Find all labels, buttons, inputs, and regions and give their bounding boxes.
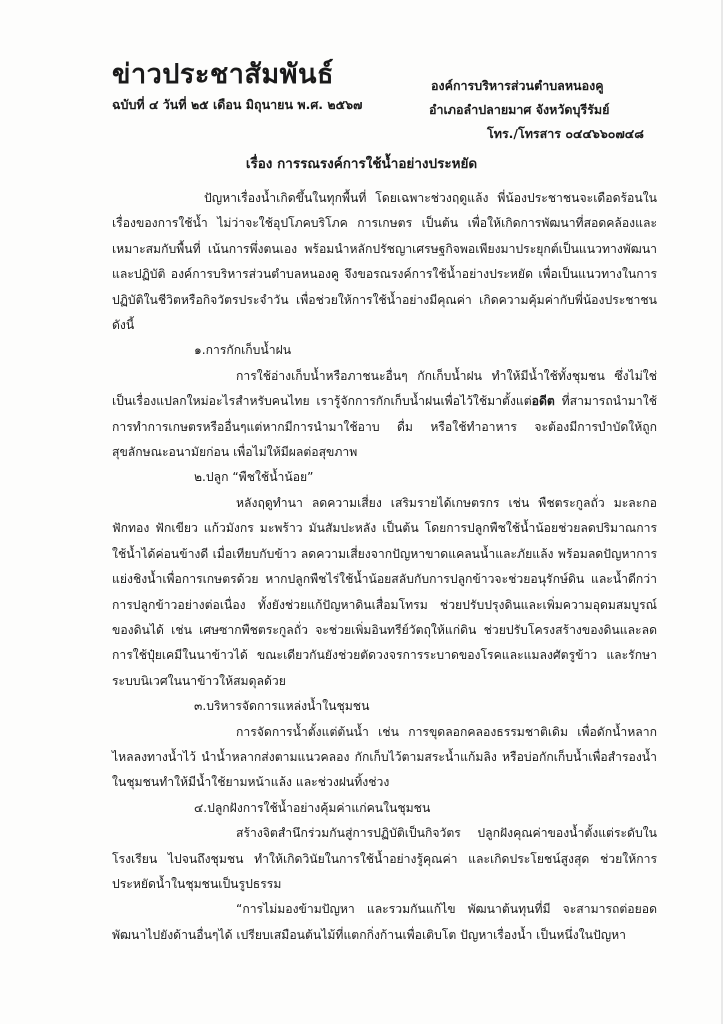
section-text-3: การจัดการน้ำตั้งแต่ต้นน้ำ เช่น การขุดลอกคลองธรรมชาติเดิม เพื่อดักน้ำหลากไหลลงทางน้ำไว้ นำน้ำหลากส่งตามแนวคลอง กักเก็บไว้ตามสระน้ำแก้มลิง หรือบ่อกักเก็บน้ำเพื่อสำรองน้ำในชุมชนทำให้มีน้ำใช้ยามหน้าแล้ง และช่วงฝนทิ้งช่วง (112, 724, 657, 790)
section-text-1-part-b: ที่สามารถนำมาใช้การทำการเกษตรหรืออื่นๆแต่หากมีการนำมาใช้อาบ ดื่ม หรือใช้ทำอาหาร จะต้องมีการบำบัดให้ถูกสุขลักษณะอนามัยก่อน เพื่อไม่ให้มีผลต่อสุขภาพ (112, 394, 657, 460)
organization-name: องค์การบริหารส่วนตำบลหนองคู (431, 78, 604, 93)
document-title: ข่าวประชาสัมพันธ์ (112, 59, 334, 90)
section-heading-1: ๑.การกักเก็บน้ำฝน (194, 343, 292, 358)
closing-quote: “การไม่มองข้ามปัญหา และรวมกันแก้ไข พัฒนาต้นทุนที่มี จะสามารถต่อยอดพัฒนาไปยังด้านอื่นๆได้ เปรียบเสมือนต้นไม้ที่แตกกิ่งก้านเพื่อเติบโต ปัญหาเรื่องน้ำ เป็นหนึ่งในปัญหา (112, 902, 657, 942)
section-text-1-bold: อดีต (531, 394, 555, 409)
section-text-1-part-a: การใช้อ่างเก็บน้ำหรือภาชนะอื่นๆ กักเก็บน้ำฝน ทำให้มีน้ำใช้ทั้งชุมชน ซึ่งไม่ใช่เป็นเรื่องแปลกใหม่อะไรสำหรับคนไทย เรารู้จักการกักเก็บน้ำฝนเพื่อไว้ใช้มาตั้งแต่ (112, 368, 657, 409)
section-heading-3: ๓.บริหารจัดการแหล่งน้ำในชุมชน (194, 699, 370, 714)
subject-heading: เรื่อง การรณรงค์การใช้น้ำอย่างประหยัด (245, 156, 478, 172)
intro-paragraph: ปัญหาเรื่องน้ำเกิดขึ้นในทุกพื้นที่ โดยเฉพาะช่วงฤดูแล้ง พี่น้องประชาชนจะเดือดร้อนในเรื่องของการใช้น้ำ ไม่ว่าจะใช้อุปโภคบริโภค การเกษตร เป็นต้น เพื่อให้เกิดการพัฒนาที่สอดคล้องและเหมาะสมกับพื้นที่ เน้นการพึ่งตนเอง พร้อมนำหลักปรัชญาเศรษฐกิจพอเพียงมาประยุกต์เป็นแนวทางพัฒนาและปฏิบัติ องค์การบริหารส่วนตำบลหนองคู จึงขอรณรงค์การใช้น้ำอย่างประหยัด เพื่อเป็นแนวทางในการปฏิบัติในชีวิตหรือกิจวัตรประจำวัน เพื่อช่วยให้การใช้น้ำอย่างมีคุณค่า เกิดความคุ้มค่ากับพี่น้องประชาชน ดังนี้ (112, 191, 657, 333)
section-text-4: สร้างจิตสำนึกร่วมกันสู่การปฏิบัติเป็นกิจวัตร ปลูกฝังคุณค่าของน้ำตั้งแต่ระดับในโรงเรียน ไปจนถึงชุมชน ทำให้เกิดวินัยในการใช้น้ำอย่างรู้คุณค่า และเกิดประโยชน์สูงสุด ช่วยให้การประหยัดน้ำในชุมชนเป็นรูปธรรม (112, 826, 657, 891)
section-text-1 (112, 364, 657, 466)
organization-location: อำเภอลำปลายมาศ จังหวัดบุรีรัมย์ (429, 102, 610, 117)
section-heading-4: ๔.ปลูกฝังการใช้น้ำอย่างคุ้มค่าแก่คนในชุมชน (194, 800, 431, 815)
organization-block (405, 74, 685, 146)
phone-fax: โทร./โทรสาร ๐๔๔๖๖๐๗๔๘ (487, 126, 644, 141)
section-heading-2: ๒.ปลูก “พืชใช้น้ำน้อย” (194, 470, 314, 485)
section-text-2: หลังฤดูทำนา ลดความเสี่ยง เสริมรายได้เกษตรกร เช่น พืชตระกูลถั่ว มะละกอ ฟักทอง ฟักเขียว แก้วมังกร มะพร้าว มันสัมปะหลัง เป็นต้น โดยการปลูกพืชใช้น้ำน้อยช่วยลดปริมาณการใช้น้ำได้ค่อนข้างดี เมื่อเทียบกับข้าว ลดความเสี่ยงจากปัญหาขาดแคลนน้ำและภัยแล้ง พร้อมลดปัญหาการแย่งชิงน้ำเพื่อการเกษตรด้วย หากปลูกพืชไร่ใช้น้ำน้อยสลับกับการปลูกข้าวจะช่วยอนุรักษ์ดิน และน้ำดีกว่าการปลูกข้าวอย่างต่อเนื่อง ทั้งยังช่วยแก้ปัญหาดินเสื่อมโทรม ช่วยปรับปรุงดินและเพิ่มความอุดมสมบูรณ์ของดินได้ เช่น เศษซากพืชตระกูลถั่ว จะช่วยเพิ่มอินทรีย์วัตถุให้แก่ดิน ช่วยปรับโครงสร้างของดินและลดการใช้ปุ๋ยเคมีในนาข้าวได้ ขณะเดียวกันยังช่วยตัดวงจรการระบาดของโรคและแมลงศัตรูข้าว และรักษาระบบนิเวศในนาข้าวให้สมดุลด้วย (112, 495, 657, 688)
document-body (112, 186, 657, 948)
issue-line: ฉบับที่ ๔ วันที่ ๒๕ เดือน มิถุนายน พ.ศ. ๒๕๖๗ (112, 97, 363, 112)
